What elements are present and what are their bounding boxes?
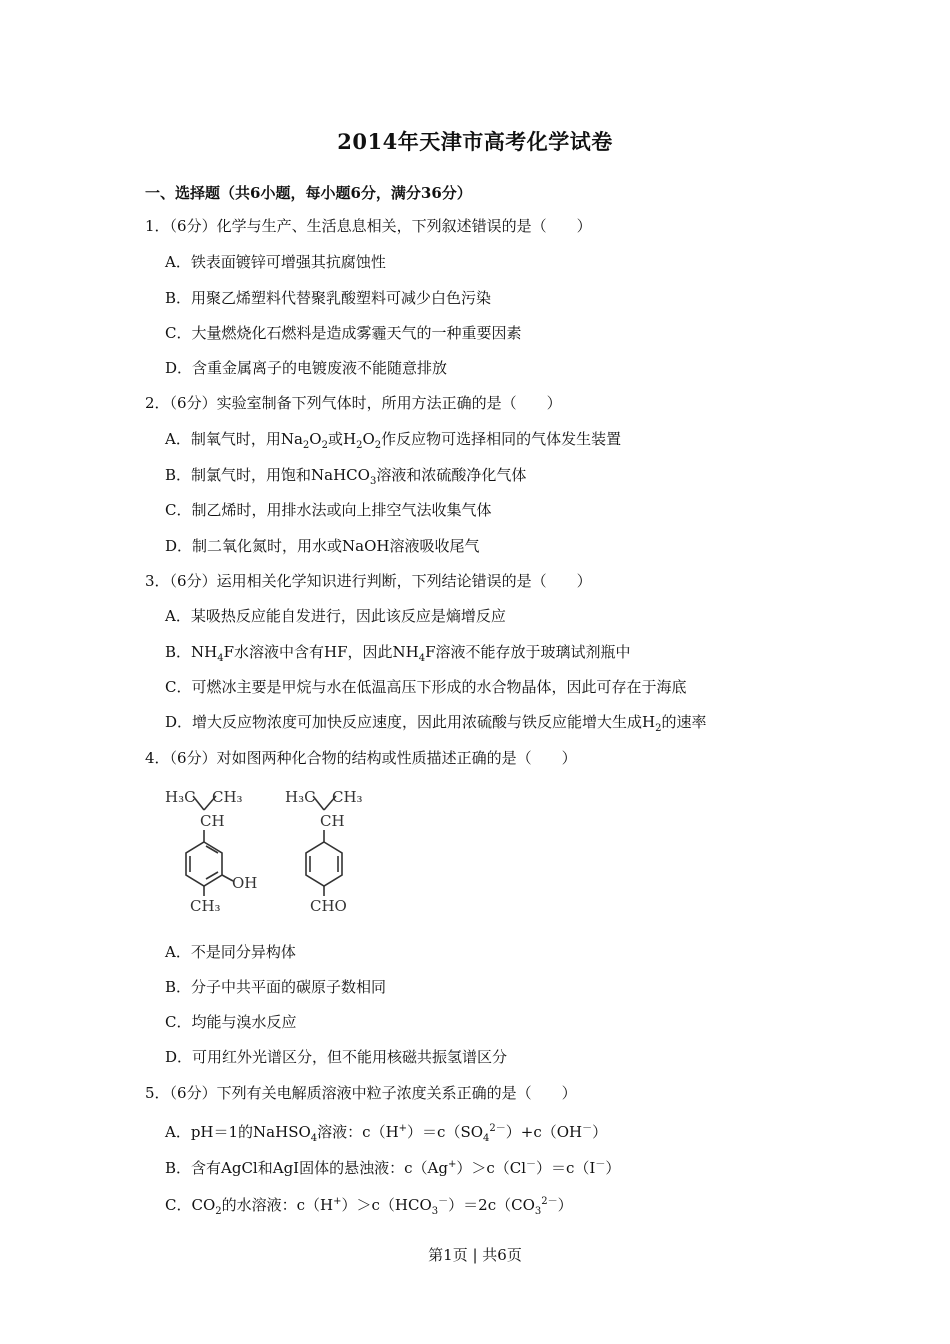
question-2-option-a: A．制氧气时，用$Na_2O_2$或$H_2O_2$作反应物可选择相同的气体发生装置 (165, 430, 622, 451)
question-2-option-b: B．制氯气时，用饱和NaHCO$_3$溶液和浓硫酸净化气体 (165, 466, 527, 487)
molecule-1 (165, 788, 257, 915)
mol2-ch-label: CH (320, 812, 345, 830)
question-3-option-b: B．$NH_4F$水溶液中含有HF，因此$NH_4F$溶液不能存放于玻璃试剂瓶中 (165, 643, 631, 664)
molecule-2 (285, 788, 363, 915)
question-5-option-a: A．pH＝1的NaHSO$_4$溶液：$c(H^+)=c(SO_4^{2-})+c(OH^-)$ (165, 1123, 608, 1144)
question-1-option-b: B．用聚乙烯塑料代替聚乳酸塑料可减少白色污染 (165, 289, 492, 307)
question-1-option-c: C．大量燃烧化石燃料是造成雾霾天气的一种重要因素 (165, 324, 522, 342)
question-5-option-b: B．含有AgCl和AgI固体的悬浊液：c（Ag+）＞c（Cl－）＝c（I－） (165, 1159, 621, 1177)
question-2-option-c: C．制乙烯时，用排水法或向上排空气法收集气体 (165, 501, 492, 519)
question-2-option-d: D．制二氧化氮时，用水或NaOH溶液吸收尾气 (165, 537, 480, 555)
question-4-option-c: C．均能与溴水反应 (165, 1013, 297, 1031)
question-4-option-d: D．可用红外光谱区分，但不能用核磁共振氢谱区分 (165, 1048, 508, 1066)
question-1-option-a: A．铁表面镀锌可增强其抗腐蚀性 (165, 253, 386, 271)
question-4-stem: 4．（6分）对如图两种化合物的结构或性质描述正确的是（ ） (145, 749, 577, 767)
question-5-option-c: C．$CO_2$的水溶液：$c(H^+)>c(HCO_3^-)=2c(CO_3^{2-})$ (165, 1196, 573, 1217)
question-3-option-a: A．某吸热反应能自发进行，因此该反应是熵增反应 (165, 607, 506, 625)
section-heading: 一、选择题（共6小题，每小题6分，满分36分） (145, 184, 472, 202)
mol2-h3c-label: H₃C (285, 788, 316, 806)
mol1-ch3-label: CH₃ (212, 788, 243, 806)
question-4-option-b: B．分子中共平面的碳原子数相同 (165, 978, 387, 996)
mol1-oh-label: OH (232, 874, 258, 892)
question-1-stem: 1．（6分）化学与生产、生活息息相关，下列叙述错误的是（ ） (145, 217, 592, 235)
mol1-ch3-bottom-label: CH₃ (190, 897, 221, 915)
mol2-ch3-label: CH₃ (332, 788, 363, 806)
question-3-option-d: D．增大反应物浓度可加快反应速度，因此用浓硫酸与铁反应能增大生成$H_2$的速率 (165, 713, 707, 734)
question-1-option-d: D．含重金属离子的电镀废液不能随意排放 (165, 359, 448, 377)
question-3-stem: 3．（6分）运用相关化学知识进行判断，下列结论错误的是（ ） (145, 572, 592, 590)
mol1-ch-label: CH (200, 812, 225, 830)
question-4-option-a: A．不是同分异构体 (165, 943, 296, 961)
question-2-stem: 2．（6分）实验室制备下列气体时，所用方法正确的是（ ） (145, 394, 562, 412)
question-5-stem: 5．（6分）下列有关电解质溶液中粒子浓度关系正确的是（ ） (145, 1084, 577, 1102)
molecule-structures (160, 782, 380, 917)
question-3-option-c: C．可燃冰主要是甲烷与水在低温高压下形成的水合物晶体，因此可存在于海底 (165, 678, 687, 696)
mol1-h3c-label: H₃C (165, 788, 196, 806)
page-title: 2014年天津市高考化学试卷 (337, 129, 613, 154)
page-footer: 第1页 | 共6页 (428, 1246, 522, 1264)
mol2-cho-label: CHO (310, 897, 347, 915)
